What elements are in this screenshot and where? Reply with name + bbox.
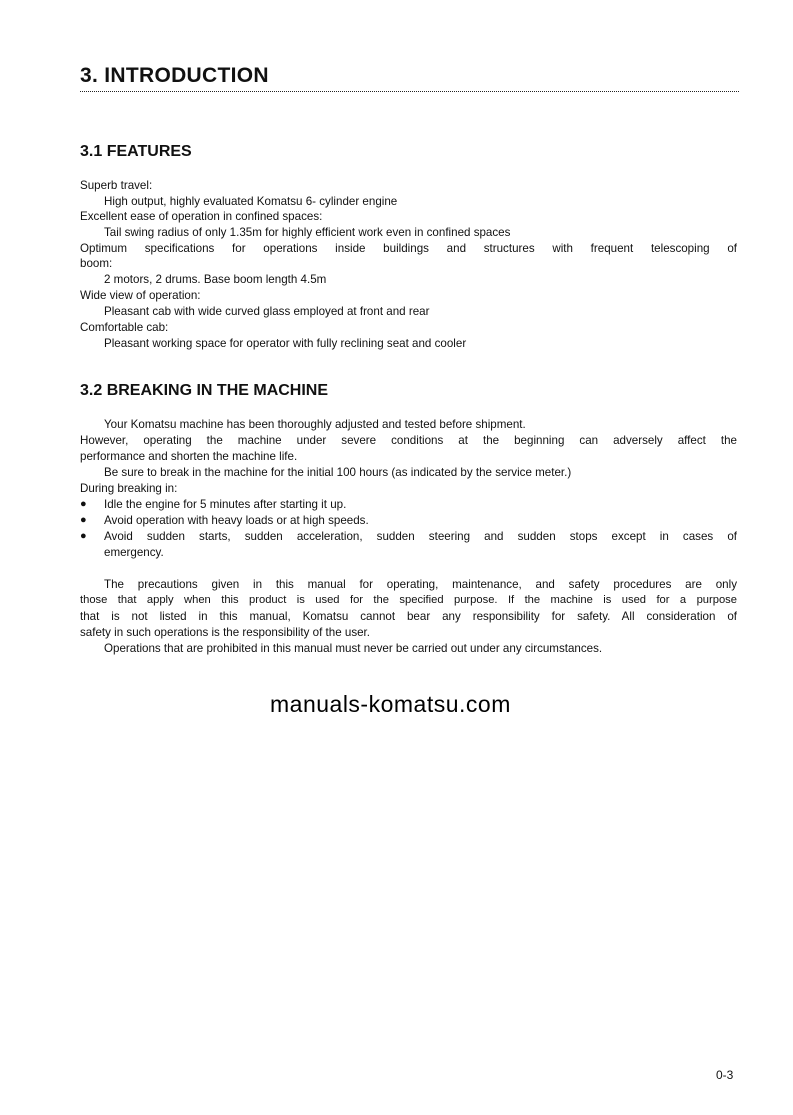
section-heading-breaking-in: 3.2 BREAKING IN THE MACHINE xyxy=(80,382,329,399)
paragraph-line: Your Komatsu machine has been thoroughly adjusted and tested before shipment. xyxy=(104,418,526,431)
paragraph-line: Be sure to break in the machine for the initial 100 hours (as indicated by the service meter.) xyxy=(104,466,572,479)
paragraph-line: Operations that are prohibited in this manual must never be carried out under any circumstances. xyxy=(104,642,603,655)
bullet-item: Idle the engine for 5 minutes after starting it up. xyxy=(104,498,347,511)
bullet-item: Avoid operation with heavy loads or at high speeds. xyxy=(104,514,369,527)
bullet-icon: ● xyxy=(80,514,87,526)
bullet-item: emergency. xyxy=(104,546,164,559)
feature-line: Optimum specifications for operations inside buildings and structures with frequent telescoping of xyxy=(80,242,737,255)
bullet-item: Avoid sudden starts, sudden acceleration, sudden steering and sudden stops except in cases of xyxy=(104,530,737,543)
feature-line: boom: xyxy=(80,257,113,270)
paragraph-line: During breaking in: xyxy=(80,482,178,495)
feature-line: High output, highly evaluated Komatsu 6- cylinder engine xyxy=(104,195,398,208)
bullet-icon: ● xyxy=(80,530,87,542)
feature-line: Excellent ease of operation in confined spaces: xyxy=(80,210,323,223)
paragraph-line: However, operating the machine under severe conditions at the beginning can adversely affect the xyxy=(80,434,737,447)
section-heading-features: 3.1 FEATURES xyxy=(80,143,192,160)
paragraph-line: The precautions given in this manual for operating, maintenance, and safety procedures are only xyxy=(104,578,737,591)
feature-line: 2 motors, 2 drums. Base boom length 4.5m xyxy=(104,273,327,286)
feature-line: Wide view of operation: xyxy=(80,289,201,302)
paragraph-line: safety in such operations is the responsibility of the user. xyxy=(80,626,371,639)
paragraph-line: those that apply when this product is used for the specified purpose. If the machine is used for a purpose xyxy=(80,594,737,606)
feature-line: Pleasant cab with wide curved glass employed at front and rear xyxy=(104,305,430,318)
paragraph-line: that is not listed in this manual, Komatsu cannot bear any responsibility for safety. All consideration of xyxy=(80,610,737,623)
feature-line: Superb travel: xyxy=(80,179,153,192)
page-number: 0-3 xyxy=(716,1068,734,1082)
bullet-icon: ● xyxy=(80,498,87,510)
paragraph-line: performance and shorten the machine life. xyxy=(80,450,298,463)
feature-line: Pleasant working space for operator with fully reclining seat and cooler xyxy=(104,337,467,350)
feature-line: Tail swing radius of only 1.35m for highly efficient work even in confined spaces xyxy=(104,226,511,239)
feature-line: Comfortable cab: xyxy=(80,321,169,334)
title-underline xyxy=(80,91,739,92)
watermark: manuals-komatsu.com xyxy=(270,691,511,717)
page-title: 3. INTRODUCTION xyxy=(80,64,269,87)
